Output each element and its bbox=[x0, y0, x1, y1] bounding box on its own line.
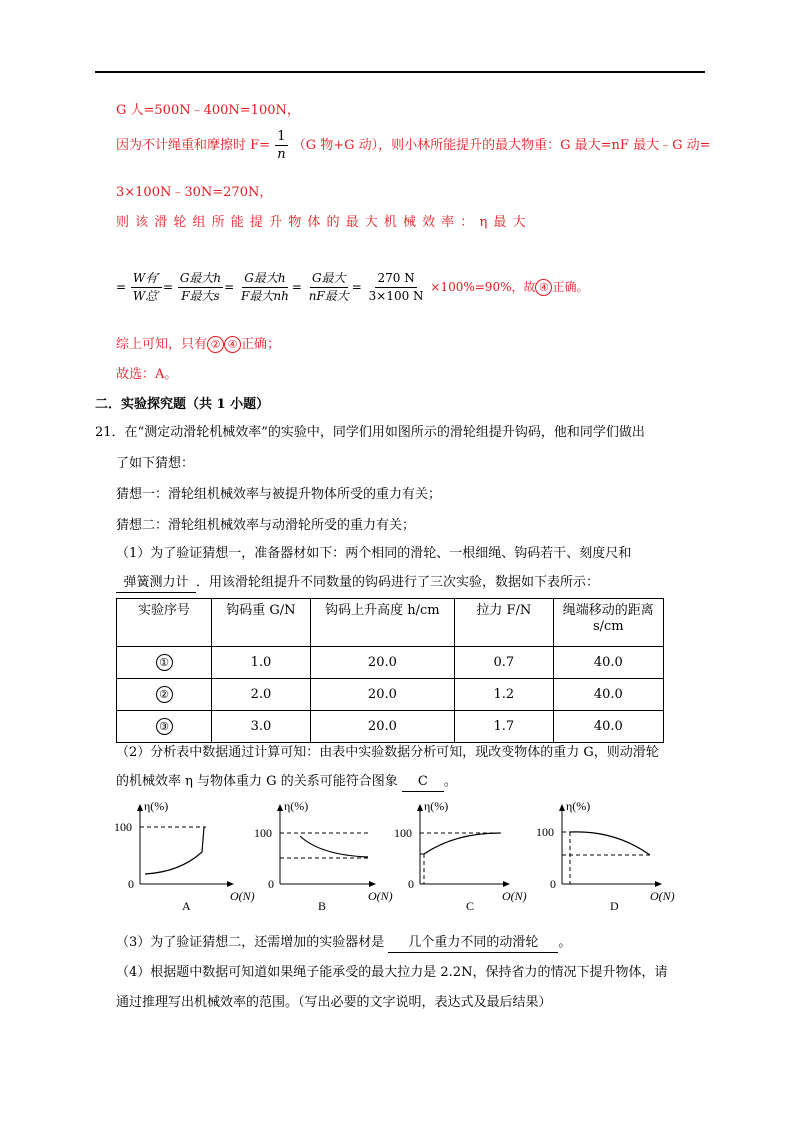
answer-spring-scale: 弹簧测力计 bbox=[116, 574, 196, 593]
part2-line-1: （2）分析表中数据通过计算可知：由表中实验数据分析可知，现改变物体的重力 G，则动滑轮 bbox=[116, 745, 659, 760]
question-line-1 bbox=[95, 424, 645, 442]
header-cell: 绳端移动的距离 s/cm bbox=[553, 599, 663, 647]
graph-d bbox=[536, 800, 675, 913]
frac-g-nf-num: G最大 bbox=[310, 270, 348, 288]
solution-line-1: G 人=500N﹣400N=100N， bbox=[116, 103, 300, 118]
header-rule bbox=[95, 71, 705, 73]
part4-line-2: 通过推理写出机械效率的范围。（写出必要的文字说明，表达式及最后结果） bbox=[116, 995, 552, 1010]
graph-d-x-label: O(N) bbox=[650, 889, 675, 903]
frac-gh-fs-num: G最大h bbox=[178, 270, 223, 288]
graph-c-label: C bbox=[466, 899, 475, 913]
graph-a-origin: 0 bbox=[128, 877, 134, 891]
table-cell: 1.7 bbox=[455, 711, 554, 743]
solution-line-3: 3×100N﹣30N=270N， bbox=[116, 185, 273, 200]
guess-1: 猜想一：滑轮组机械效率与被提升物体所受的重力有关； bbox=[116, 487, 442, 502]
circled-4: ④ bbox=[535, 279, 552, 296]
table-cell: 40.0 bbox=[553, 679, 663, 711]
table-cell: 0.7 bbox=[455, 647, 554, 679]
frac-gh-fs bbox=[178, 270, 223, 305]
frac-numeric bbox=[367, 270, 426, 305]
summary-start: 综上可知，只有 bbox=[116, 337, 208, 352]
graph-a-y-tick: 100 bbox=[114, 820, 132, 834]
eq-sign: = bbox=[116, 280, 127, 294]
frac-gh-fnh-num: G最大h bbox=[242, 270, 287, 288]
row-index bbox=[117, 711, 212, 743]
eq-end: 正确。 bbox=[552, 280, 589, 294]
part2-text: 的机械效率 η 与物体重力 G 的关系可能符合图象 bbox=[116, 774, 398, 789]
part3-text: （3）为了验证猜想二，还需增加的实验器材是 bbox=[116, 935, 385, 950]
part3-end: 。 bbox=[558, 935, 572, 950]
frac-numeric-num: 270 N bbox=[375, 270, 416, 288]
table-cell: 40.0 bbox=[553, 647, 663, 679]
summary-line bbox=[116, 336, 280, 354]
circled-index: ③ bbox=[156, 718, 173, 735]
table-cell: 20.0 bbox=[310, 647, 454, 679]
solution-line-4: 则 该 滑 轮 组 所 能 提 升 物 体 的 最 大 机 械 效 率 ： η 最 大 bbox=[116, 215, 527, 230]
part3-line bbox=[116, 934, 571, 953]
table-cell: 20.0 bbox=[310, 679, 454, 711]
question-text-1: 在“测定动滑轮机械效率”的实验中，同学们用如图所示的滑轮组提升钩码，他和同学们做出 bbox=[124, 425, 645, 440]
graph-b-curve bbox=[300, 836, 368, 857]
part1-line-1: （1）为了验证猜想一，准备器材如下：两个相同的滑轮、一根细绳、钩码若干、刻度尺和 bbox=[116, 546, 632, 561]
summary-end: 正确； bbox=[241, 337, 281, 352]
section-heading: 二．实验探究题（共 1 小题） bbox=[95, 397, 270, 412]
answer-graph: C bbox=[402, 773, 444, 792]
graph-a bbox=[114, 800, 255, 913]
row-index bbox=[117, 647, 212, 679]
graph-c-curve bbox=[424, 833, 500, 854]
graph-d-y-label: η(%) bbox=[566, 800, 591, 813]
table-cell: 40.0 bbox=[553, 711, 663, 743]
table-cell: 2.0 bbox=[212, 679, 311, 711]
question-number: 21． bbox=[95, 425, 125, 440]
part4-line-1: （4）根据题中数据可知道如果绳子能承受的最大拉力是 2.2N，保持省力的情况下提升物体，请 bbox=[116, 965, 668, 980]
question-line-2: 了如下猜想： bbox=[116, 456, 195, 471]
graph-d-curve bbox=[570, 832, 650, 855]
table-cell: 1.2 bbox=[455, 679, 554, 711]
part1-line-2 bbox=[116, 574, 599, 593]
table-header-row bbox=[117, 599, 664, 647]
circled-4b: ④ bbox=[224, 336, 241, 353]
graph-d-label: D bbox=[610, 899, 619, 913]
efficiency-equation: = $\frac{\text{W有′}}{\text{W总′}}$ = $\frac{\text{G最大h}}{\text{F最大s}}$ = $\frac{\text{G最大h}}{\text{F最大nh}}$ = $\frac{\text{G最大}}{\text{nF最大}}$ = $\frac{270 N}{3\times 100 N}$ ×100%=90%，故 ④ 正确。 bbox=[116, 271, 589, 303]
choice-line: 故选：A。 bbox=[116, 367, 178, 382]
table-row bbox=[117, 679, 664, 711]
graph-b bbox=[254, 800, 393, 913]
frac-numeric-den: 3×100 N bbox=[368, 289, 424, 303]
header-cell: 钩码重 G/N bbox=[212, 599, 311, 647]
graph-a-curve bbox=[145, 827, 204, 874]
solution-line-2-start: 因为不计绳重和摩擦时 F= bbox=[116, 138, 271, 153]
graph-c-y-tick: 100 bbox=[394, 826, 412, 840]
graph-b-x-label: O(N) bbox=[368, 889, 393, 903]
table-row bbox=[117, 647, 664, 679]
table-cell: 20.0 bbox=[310, 711, 454, 743]
frac-g-nf bbox=[307, 270, 351, 305]
frac-work-num: W有′ bbox=[131, 270, 162, 288]
row-index bbox=[117, 679, 212, 711]
graph-c-y-label: η(%) bbox=[424, 800, 449, 813]
graph-c bbox=[394, 800, 527, 913]
graph-b-origin: 0 bbox=[268, 877, 274, 891]
fraction-numerator: 1 bbox=[277, 129, 286, 144]
solution-line-2 bbox=[116, 128, 710, 163]
graph-b-y-label: η(%) bbox=[284, 800, 309, 813]
graph-a-label: A bbox=[182, 899, 191, 913]
eq-tail: ×100%=90%，故 bbox=[430, 280, 536, 294]
frac-gh-fnh-den: F最大nh bbox=[241, 289, 289, 303]
graph-c-x-label: O(N) bbox=[502, 889, 527, 903]
graph-d-origin: 0 bbox=[550, 877, 556, 891]
part1-line-2-text: ．用该滑轮组提升不同数量的钩码进行了三次实验，数据如下表所示： bbox=[196, 575, 600, 590]
solution-line-2-end: （G 物+G 动），则小林所能提升的最大物重：G 最大=nF 最大﹣G 动= bbox=[292, 138, 711, 153]
efficiency-graphs bbox=[110, 800, 690, 920]
graph-b-y-tick: 100 bbox=[254, 826, 272, 840]
guess-2: 猜想二：滑轮组机械效率与动滑轮所受的重力有关； bbox=[116, 518, 416, 533]
graph-c-origin: 0 bbox=[408, 877, 414, 891]
graph-d-y-tick: 100 bbox=[536, 825, 554, 839]
circled-2: ② bbox=[207, 336, 224, 353]
circled-index: ① bbox=[156, 654, 173, 671]
frac-work bbox=[131, 270, 162, 305]
fraction-one-over-n bbox=[275, 128, 287, 163]
table-cell: 1.0 bbox=[212, 647, 311, 679]
header-cell: 钩码上升高度 h/cm bbox=[310, 599, 454, 647]
frac-gh-fnh bbox=[239, 270, 291, 305]
frac-gh-fs-den: F最大s bbox=[181, 289, 220, 303]
answer-pulleys: 几个重力不同的动滑轮 bbox=[388, 934, 558, 953]
header-cell: 实验序号 bbox=[117, 599, 212, 647]
fraction-denominator: n bbox=[277, 147, 286, 162]
frac-g-nf-den: nF最大 bbox=[308, 289, 349, 303]
experiment-table bbox=[116, 598, 664, 743]
part2-end: 。 bbox=[443, 774, 457, 789]
circled-index: ② bbox=[156, 686, 173, 703]
table-cell: 3.0 bbox=[212, 711, 311, 743]
graph-a-y-label: η(%) bbox=[144, 800, 169, 813]
header-cell: 拉力 F/N bbox=[455, 599, 554, 647]
frac-work-den: W总′ bbox=[132, 289, 160, 303]
part2-line-2 bbox=[116, 773, 457, 792]
graph-b-label: B bbox=[318, 899, 327, 913]
graph-a-x-label: O(N) bbox=[230, 889, 255, 903]
table-row bbox=[117, 711, 664, 743]
